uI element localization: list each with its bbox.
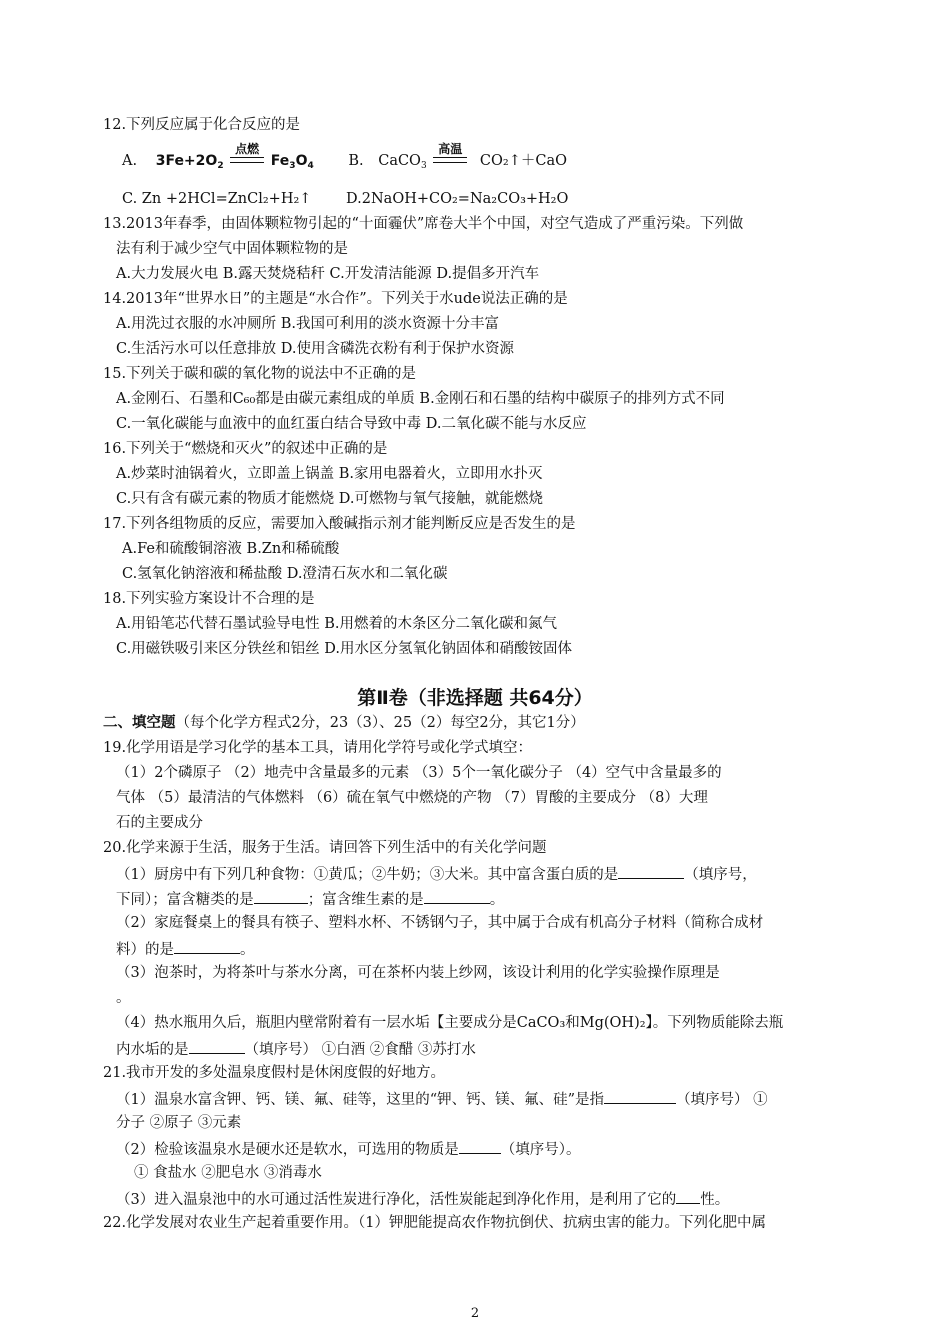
q16-options-ab: A.炒菜时油锅着火，立即盖上锅盖 B.家用电器着火，立即用水扑灭 (116, 466, 543, 482)
q21-stem: 21.我市开发的多处温泉度假村是休闲度假的好地方。 (103, 1065, 446, 1081)
q21-part1-cont: 分子 ②原子 ③元素 (116, 1115, 242, 1131)
q13-stem-cont: 法有利于减少空气中固体颗粒物的是 (116, 241, 348, 257)
part-label: 二、填空题 (103, 715, 176, 731)
q13-stem: 13.2013年春季，由固体颗粒物引起的“十面霾伏”席卷大半个中国，对空气造成了严重污染。下列做 (103, 216, 744, 232)
q12-option-ab (122, 142, 567, 171)
q21-part3: （3）进入温泉池中的水可通过活性炭进行净化，活性炭能起到净化作用，是利用了它的 性。 (116, 1188, 729, 1210)
q19-line1: （1）2个磷原子 （2）地壳中含量最多的元素 （3）5个一氧化碳分子 （4）空气中含量最多的 (116, 765, 722, 781)
q12-a-formula: $3Fe+2O_2$ (155, 153, 224, 171)
q20-part3-cont: 。 (116, 990, 131, 1006)
page-number: 2 (470, 1306, 480, 1321)
q21-part1: （1）温泉水富含钾、钙、镁、氟、硅等，这里的“钾、钙、镁、氟、硅”是指 （填序号） ① (116, 1088, 768, 1110)
q20-part1-cont: 下同）；富含糖类的是 ；富含维生素的是 。 (116, 888, 504, 910)
q18-options-cd: C.用磁铁吸引来区分铁丝和铝丝 D.用水区分氢氧化钠固体和硝酸铵固体 (116, 641, 573, 657)
q20-part2: （2）家庭餐桌上的餐具有筷子、塑料水杯、不锈钢勺子，其中属于合成有机高分子材料（简称合成材 (116, 915, 764, 931)
q12-option-c: C. Zn +2HCl=ZnCl₂+H₂↑ (122, 191, 312, 207)
q12-option-cd (122, 189, 568, 209)
q21-part2-options: ① 食盐水 ②肥皂水 ③消毒水 (134, 1165, 322, 1181)
q14-options-ab: A.用洗过衣服的水冲厕所 B.我国可利用的淡水资源十分丰富 (116, 316, 499, 332)
reaction-condition: 高温 (438, 142, 463, 156)
q18-stem: 18.下列实验方案设计不合理的是 (103, 591, 315, 607)
reaction-arrow (431, 142, 469, 171)
q12-b-label: B. (348, 153, 364, 169)
q15-options-ab: A.金刚石、石墨和C₆₀都是由碳元素组成的单质 B.金刚石和石墨的结构中碳原子的排列方式不同 (116, 391, 725, 407)
q16-options-cd: C.只有含有碳元素的物质才能燃烧 D.可燃物与氧气接触，就能燃烧 (116, 491, 544, 507)
q13-options: A.大力发展火电 B.露天焚烧秸秆 C.开发清洁能源 D.提倡多开汽车 (116, 266, 540, 282)
q20-part2-cont: 料）的是 。 (116, 938, 255, 960)
q14-options-cd: C.生活污水可以任意排放 D.使用含磷洗衣粉有利于保护水资源 (116, 341, 515, 357)
answer-blank[interactable] (254, 888, 308, 904)
q19-line3: 石的主要成分 (116, 815, 203, 831)
q19-stem: 19.化学用语是学习化学的基本工具，请用化学符号或化学式填空： (103, 740, 533, 756)
q12-stem: 12.下列反应属于化合反应的是 (103, 117, 301, 133)
q17-stem: 17.下列各组物质的反应，需要加入酸碱指示剂才能判断反应是否发生的是 (103, 516, 576, 532)
q22-stem: 22.化学发展对农业生产起着重要作用。（1）钾肥能提高农作物抗倒伏、抗病虫害的能力。下列化肥中属 (103, 1215, 767, 1231)
part-heading (103, 713, 585, 733)
q12-a-label: A. (122, 153, 138, 169)
q20-stem: 20.化学来源于生活，服务于生活。请回答下列生活中的有关化学问题 (103, 840, 547, 856)
q15-stem: 15.下列关于碳和碳的氧化物的说法中不正确的是 (103, 366, 417, 382)
equals-sign-icon (230, 157, 264, 163)
q19-line2: 气体 （5）最清洁的气体燃料 （6）硫在氧气中燃烧的产物 （7）胃酸的主要成分 （8）大理 (116, 790, 708, 806)
part-note: （每个化学方程式2分，23（3）、25（2）每空2分，其它1分） (175, 715, 585, 731)
q18-options-ab: A.用铅笔芯代替石墨试验导电性 B.用燃着的木条区分二氧化碳和氮气 (116, 616, 557, 632)
answer-blank[interactable] (424, 888, 490, 904)
answer-blank[interactable] (676, 1188, 700, 1204)
q12-b-formula: CaCO$_3$ (378, 153, 427, 171)
q20-part4-cont: 内水垢的是 （填序号） ①白酒 ②食醋 ③苏打水 (116, 1038, 476, 1060)
answer-blank[interactable] (618, 863, 684, 879)
q17-options-ab: A.Fe和硫酸铜溶液 B.Zn和稀硫酸 (122, 541, 340, 557)
answer-blank[interactable] (189, 1038, 245, 1054)
answer-blank[interactable] (604, 1088, 676, 1104)
q20-part1: （1）厨房中有下列几种食物：①黄瓜；②牛奶；③大米。其中富含蛋白质的是 （填序号， (116, 863, 757, 885)
answer-blank[interactable] (459, 1138, 501, 1154)
q15-options-cd: C.一氧化碳能与血液中的血红蛋白结合导致中毒 D.二氧化碳不能与水反应 (116, 416, 587, 432)
q16-stem: 16.下列关于“燃烧和灭火”的叙述中正确的是 (103, 441, 388, 457)
q14-stem: 14.2013年“世界水日”的主题是“水合作”。下列关于水ude说法正确的是 (103, 291, 568, 307)
q12-b-product: CO₂↑＋CaO (479, 153, 567, 169)
reaction-arrow (228, 142, 266, 171)
answer-blank[interactable] (174, 938, 240, 954)
q17-options-cd: C.氢氧化钠溶液和稀盐酸 D.澄清石灰水和二氧化碳 (122, 566, 448, 582)
reaction-condition: 点燃 (235, 142, 260, 156)
equals-sign-icon (433, 157, 467, 163)
q21-part2: （2）检验该温泉水是硬水还是软水，可选用的物质是 （填序号）。 (116, 1138, 580, 1160)
q20-part3: （3）泡茶时，为将茶叶与茶水分离，可在茶杯内装上纱网，该设计利用的化学实验操作原理是 (116, 965, 720, 981)
q20-part4: （4）热水瓶用久后，瓶胆内壁常附着有一层水垢【主要成分是CaCO₃和Mg(OH)₂】。下列物质能除去瓶 (116, 1015, 784, 1031)
section-title: 第Ⅱ卷（非选择题 共64分） (357, 687, 593, 709)
q12-a-product: $Fe_3O_4$ (270, 153, 314, 171)
q12-option-d: D.2NaOH+CO₂=Na₂CO₃+H₂O (346, 191, 569, 207)
